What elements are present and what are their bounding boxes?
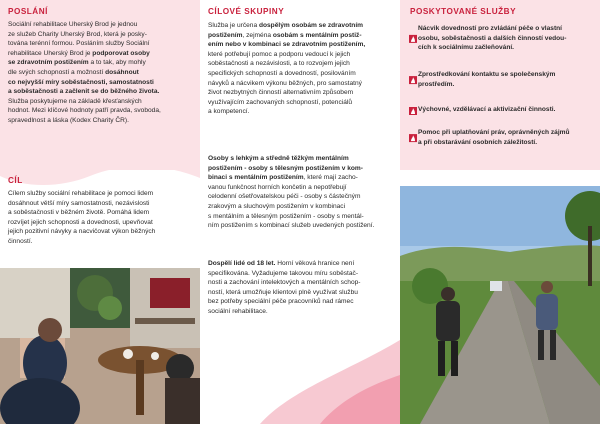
column-cilove-skupiny	[200, 0, 400, 424]
column-poskytovane-sluzby	[400, 0, 600, 424]
poslani-text: Sociální rehabilitace Uherský Brod je jednou ze služeb Charity Uherský Brod, která je posky- tována terénní formou. Posláním služby Sociální rehabilitace Uherský Brod je podporovat osoby se zdravotním postižením a to tak, aby mohly dle svých schopností a možností dosáhnout co nejvyšší míry soběstačnosti, samostatnosti a soběstačnosti a začlenit se do běžného života. Služba poskytujeme na základě křesťanských hodnot. Mezi klíčové hodnoty patří pravda, svoboda, spravedlnost a láska (Kodex Charity ČR).	[8, 21, 161, 124]
list-item: Nácvik dovedností pro zvládání péče o vlastní osobu, soběstačnosti a dalších činností vedou- cích k sociálnímu začleňování.	[408, 24, 596, 53]
caritas-flame-icon	[408, 129, 418, 147]
cilove-text-2: Osoby s lehkým a středně těžkým mentálním postižením - osoby s tělesným postižením v kom- binaci s mentálním postižením, které mají zacho- vanou funkčnost horních končetin a nepotřebují celodenní ošetřovatelskou péči - osoby s částečným zrakovým a sluchovým postižením v kombinaci s mentálním a tělesným postižením - osoby s mentál- ním postižením s kombinací služeb uvedených postižení.	[208, 155, 375, 230]
caritas-flame-icon	[408, 106, 418, 116]
list-item: Pomoc při uplatňování práv, oprávněných zájmů a při obstarávání osobních záležitostí.	[408, 128, 596, 147]
cilove-text-1: Služba je určena dospělým osobám se zdravotním postižením, zejména osobám s mentálním postiž- ením nebo v kombinaci se zdravotním postižením, které potřebují pomoc a podporu vedoucí k jejich soběstačnosti a nezávislosti, a to rozvojem jejich specifických schopností a dovedností, posilováním návyků a nácvikem výkonu běžných, pro samostatný život nezbytných činností alternativním způsobem využívajícím zachovaných schopností, potenciálů a kompetencí.	[208, 22, 366, 116]
cilove-text-3: Dospělí lidé od 18 let. Horní věková hranice není specifikována. Vyžadujeme takovou míru soběstač- nosti a zachování intelektových a mentálních schop- ností, která umožňuje klientovi plně využívat službu bez potřeby speciální péče pracovníků nad rámec sociální rehabilitace.	[208, 260, 361, 315]
list-item: Výchovné, vzdělávací a aktivizační činnosti.	[408, 105, 596, 116]
cafe-photo	[0, 268, 200, 424]
heading-cilove-skupiny: CÍLOVÉ SKUPINY	[208, 7, 285, 16]
cil-text: Cílem služby sociální rehabilitace je pomoci lidem dosáhnout větší míry samostatnosti, nezávislosti a soběstačnosti v běžném životě. Pomáhá lidem rozvíjet jejich schopnosti a dovednosti, upevňovat jejich pozitivní návyky a nacvičovat výkon běžných činností.	[8, 190, 156, 245]
heading-poslani: POSLÁNÍ	[8, 7, 48, 16]
road-walk-photo	[400, 186, 600, 424]
caritas-flame-icon	[408, 71, 418, 89]
heading-cil: CÍL	[8, 176, 23, 185]
heading-poskytovane-sluzby: POSKYTOVANÉ SLUŽBY	[410, 7, 517, 16]
list-item: Zprostředkování kontaktu se společenským prostředím.	[408, 70, 596, 89]
column-posl	[0, 0, 200, 424]
decorative-wave	[200, 330, 400, 424]
caritas-flame-icon	[408, 25, 418, 53]
